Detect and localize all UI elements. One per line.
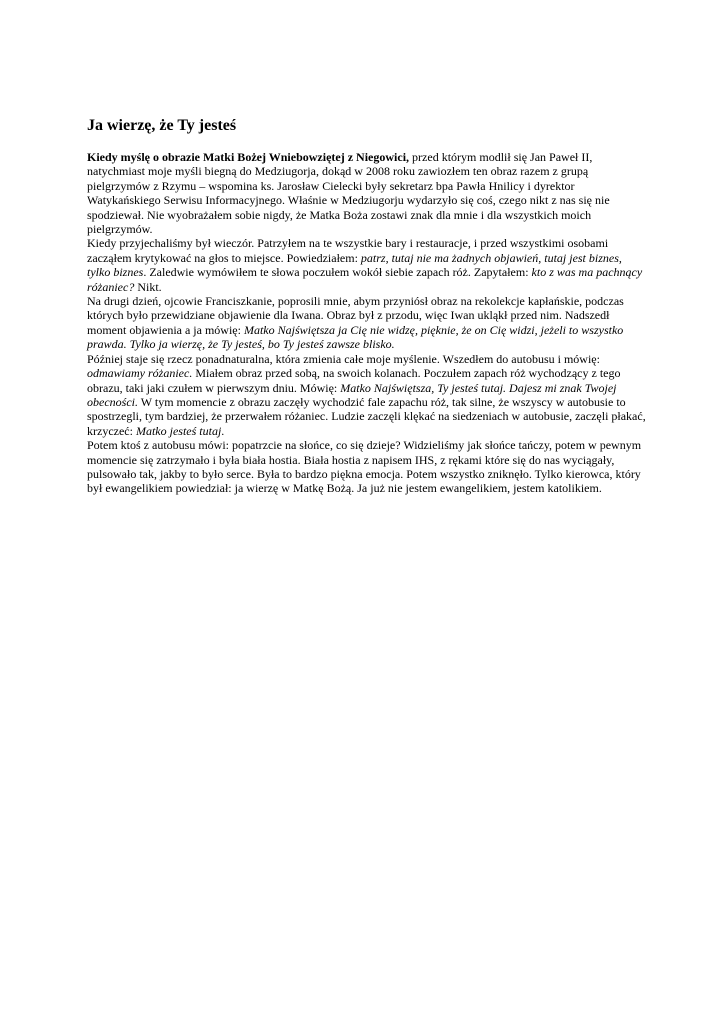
paragraph-5 xyxy=(87,438,647,496)
paragraph-1-lead: Kiedy myślę o obrazie Matki Bożej Wniebowziętej z Niegowici, xyxy=(87,150,410,164)
paragraph-2-text-a: Kiedy przyjechaliśmy był wieczór. Patrzyłem na te wszystkie bary i restauracje, i przed wszystkimi osobami zacząłem krytykować na głos to miejsce. Powiedziałem: xyxy=(87,236,609,265)
paragraph-4-text-b: Miałem obraz przed sobą, na swoich kolanach. Poczułem zapach róż wychodzący z tego obrazu, taki jaki czułem w pierwszym dniu. Mówię: xyxy=(87,366,621,395)
paragraph-3 xyxy=(87,294,647,352)
paragraph-4-text-a: Później staje się rzecz ponadnaturalna, która zmienia całe moje myślenie. Wszedłem do autobusu i mówię: xyxy=(87,351,600,366)
paragraph-4-quote-b: Matko Najświętsza, Ty jesteś tutaj. Dajesz mi znak Twojej obecności. xyxy=(87,380,617,409)
paragraph-2-text-b: . Zaledwie wymówiłem te słowa poczułem wokół siebie zapach róż. Zapytałem: xyxy=(143,265,532,280)
paragraph-5-text: Potem ktoś z autobusu mówi: popatrzcie na słońce, co się dzieje? Widzieliśmy jak słońce tańczy, potem w pewnym momencie się zatrzymało i była biała hostia. Biała hostia z napisem IHS, z rękami które się do nas wyciągały, pulsowało tak, jakby to było serce. Była to bardzo piękna emocja. Potem wszystko zniknęło. Tylko kierowca, który był ewangelikiem powiedział: ja wierzę w Matkę Bożą. Ja już nie jestem ewangelikiem, jestem katolikiem. xyxy=(87,438,642,496)
paragraph-2-text-c: Nikt. xyxy=(134,279,162,294)
document-body xyxy=(87,150,647,496)
document-page xyxy=(87,116,647,496)
paragraph-1-text: przed którym modlił się Jan Paweł II, natychmiast moje myśli biegną do Medziugorja, dokąd w 2008 roku zawiozłem ten obraz razem z grupą pielgrzymów z Rzymu – wspomina ks. Jarosław Cielecki były sekretarz bpa Pawła Hnilicy i dyrektor Watykańskiego Serwisu Informacyjnego. Właśnie w Medziugorju wydarzyło się coś, czego nikt z nas się nie spodziewał. Nie wyobrażałem sobie nigdy, że Matka Boża zostawi znak dla mnie i dla wszystkich moich pielgrzymów. xyxy=(87,150,610,237)
paragraph-2-quote-b: kto z was ma pachnący różaniec? xyxy=(87,265,643,294)
paragraph-4 xyxy=(87,352,647,438)
paragraph-3-quote: Matko Najświętsza ja Cię nie widzę, pięknie, że on Cię widzi, jeżeli to wszystko prawda. Tylko ja wierzę, że Ty jesteś, bo Ty jesteś zawsze blisko. xyxy=(87,322,624,352)
paragraph-4-text-d: . xyxy=(221,423,225,438)
paragraph-2 xyxy=(87,236,647,294)
paragraph-4-quote-a: odmawiamy różaniec. xyxy=(87,366,193,381)
paragraph-4-text-c: W tym momencie z obrazu zaczęły wychodzić fale zapachu róż, tak silne, że wszyscy w autobusie to spostrzegli, tym bardziej, że przerwałem różaniec. Ludzie zaczęli klękać na siedzeniach w autobusie, zaczęli płakać, krzyczeć: xyxy=(87,394,646,438)
paragraph-3-text: Na drugi dzień, ojcowie Franciszkanie, poprosili mnie, abym przyniósł obraz na rekolekcje kapłańskie, podczas których było przewidziane objawienie dla Iwana. Obraz był z przodu, więc Iwan ukląkł przed nim. Nadszedł moment objawienia a ja mówię: xyxy=(87,294,624,337)
document-title: Ja wierzę, że Ty jesteś xyxy=(87,117,237,134)
paragraph-4-quote-c: Matko jesteś tutaj xyxy=(135,423,222,438)
paragraph-2-quote-a: patrz, tutaj nie ma żadnych objawień, tutaj jest biznes, tylko biznes xyxy=(87,250,622,280)
paragraph-1 xyxy=(87,150,647,236)
